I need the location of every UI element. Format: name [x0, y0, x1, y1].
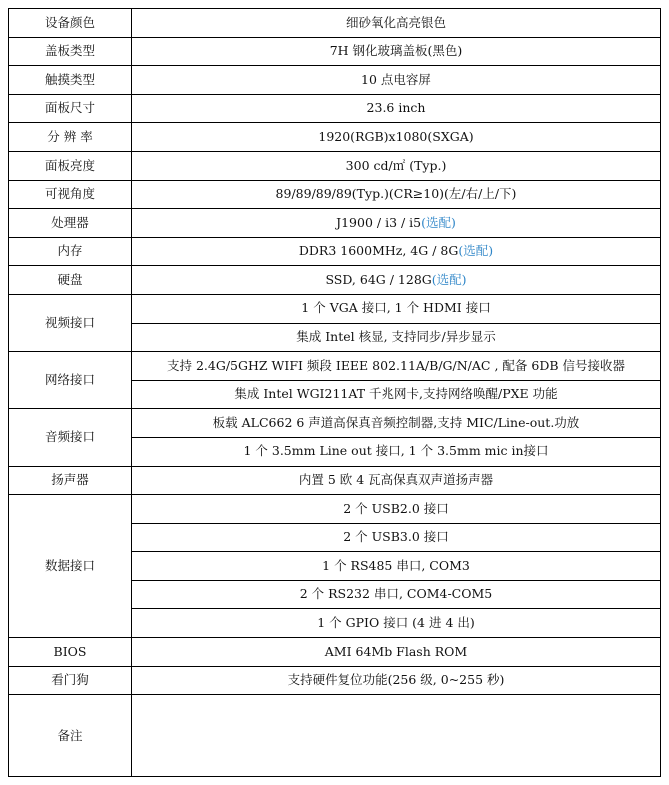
row-label-audio-ports: 音频接口 — [9, 409, 132, 466]
processor-text: J1900 / i3 / i5 — [336, 214, 422, 230]
row-value-network-ports-1: 支持 2.4G/5GHZ WIFI 频段 IEEE 802.11A/B/G/N/AC , 配备 6DB 信号接收器 — [132, 352, 661, 381]
row-value-cover-type: 7H 钢化玻璃盖板(黑色) — [132, 37, 661, 66]
row-value-viewing-angle: 89/89/89/89(Typ.)(CR≥10)(左/右/上/下) — [132, 180, 661, 209]
row-label-network-ports: 网络接口 — [9, 352, 132, 409]
table-row — [9, 66, 661, 95]
table-row — [9, 495, 661, 524]
row-value-memory — [132, 237, 661, 266]
row-value-watchdog: 支持硬件复位功能(256 级, 0~255 秒) — [132, 666, 661, 695]
row-label-cover-type: 盖板类型 — [9, 37, 132, 66]
row-value-audio-ports-2: 1 个 3.5mm Line out 接口, 1 个 3.5mm mic in接口 — [132, 437, 661, 466]
spec-table — [8, 8, 661, 777]
row-label-processor: 处理器 — [9, 209, 132, 238]
memory-text: DDR3 1600MHz, 4G / 8G — [298, 243, 459, 259]
row-value-panel-size: 23.6 inch — [132, 94, 661, 123]
processor-option-tag: (选配) — [421, 214, 456, 230]
row-label-storage: 硬盘 — [9, 266, 132, 295]
row-value-data-ports-1: 2 个 USB2.0 接口 — [132, 495, 661, 524]
row-value-audio-ports-1: 板载 ALC662 6 声道高保真音频控制器,支持 MIC/Line-out.功放 — [132, 409, 661, 438]
table-row — [9, 695, 661, 777]
table-row — [9, 94, 661, 123]
row-value-processor — [132, 209, 661, 238]
row-label-speaker: 扬声器 — [9, 466, 132, 495]
row-label-notes: 备注 — [9, 695, 132, 777]
table-row — [9, 37, 661, 66]
row-value-bios: AMI 64Mb Flash ROM — [132, 638, 661, 667]
table-row — [9, 352, 661, 381]
table-row — [9, 123, 661, 152]
table-row — [9, 466, 661, 495]
row-value-data-ports-4: 2 个 RS232 串口, COM4-COM5 — [132, 580, 661, 609]
row-value-storage — [132, 266, 661, 295]
memory-option-tag: (选配) — [458, 243, 494, 259]
storage-text: SSD, 64G / 128G — [325, 271, 432, 287]
table-row — [9, 294, 661, 323]
storage-option-tag: (选配) — [431, 271, 467, 287]
row-value-touch-type: 10 点电容屏 — [132, 66, 661, 95]
row-value-network-ports-2: 集成 Intel WGI211AT 千兆网卡,支持网络唤醒/PXE 功能 — [132, 380, 661, 409]
row-label-video-ports: 视频接口 — [9, 294, 132, 351]
table-row — [9, 209, 661, 238]
table-row — [9, 666, 661, 695]
row-value-device-color: 细砂氧化高亮银色 — [132, 9, 661, 38]
row-label-watchdog: 看门狗 — [9, 666, 132, 695]
table-row — [9, 266, 661, 295]
row-value-speaker: 内置 5 欧 4 瓦高保真双声道扬声器 — [132, 466, 661, 495]
table-row — [9, 180, 661, 209]
table-row — [9, 9, 661, 38]
row-label-touch-type: 触摸类型 — [9, 66, 132, 95]
table-row — [9, 409, 661, 438]
row-value-brightness: 300 cd/㎡ (Typ.) — [132, 151, 661, 180]
row-value-video-ports-2: 集成 Intel 核显, 支持同步/异步显示 — [132, 323, 661, 352]
row-label-viewing-angle: 可视角度 — [9, 180, 132, 209]
row-value-data-ports-5: 1 个 GPIO 接口 (4 进 4 出) — [132, 609, 661, 638]
row-label-panel-size: 面板尺寸 — [9, 94, 132, 123]
row-label-memory: 内存 — [9, 237, 132, 266]
row-value-data-ports-2: 2 个 USB3.0 接口 — [132, 523, 661, 552]
table-row — [9, 638, 661, 667]
table-row — [9, 151, 661, 180]
row-value-data-ports-3: 1 个 RS485 串口, COM3 — [132, 552, 661, 581]
row-value-resolution: 1920(RGB)x1080(SXGA) — [132, 123, 661, 152]
row-label-device-color: 设备颜色 — [9, 9, 132, 38]
row-label-data-ports: 数据接口 — [9, 495, 132, 638]
row-label-brightness: 面板亮度 — [9, 151, 132, 180]
row-label-resolution: 分 辨 率 — [9, 123, 132, 152]
table-row — [9, 237, 661, 266]
row-label-bios: BIOS — [9, 638, 132, 667]
row-value-video-ports-1: 1 个 VGA 接口, 1 个 HDMI 接口 — [132, 294, 661, 323]
row-value-notes — [132, 695, 661, 777]
